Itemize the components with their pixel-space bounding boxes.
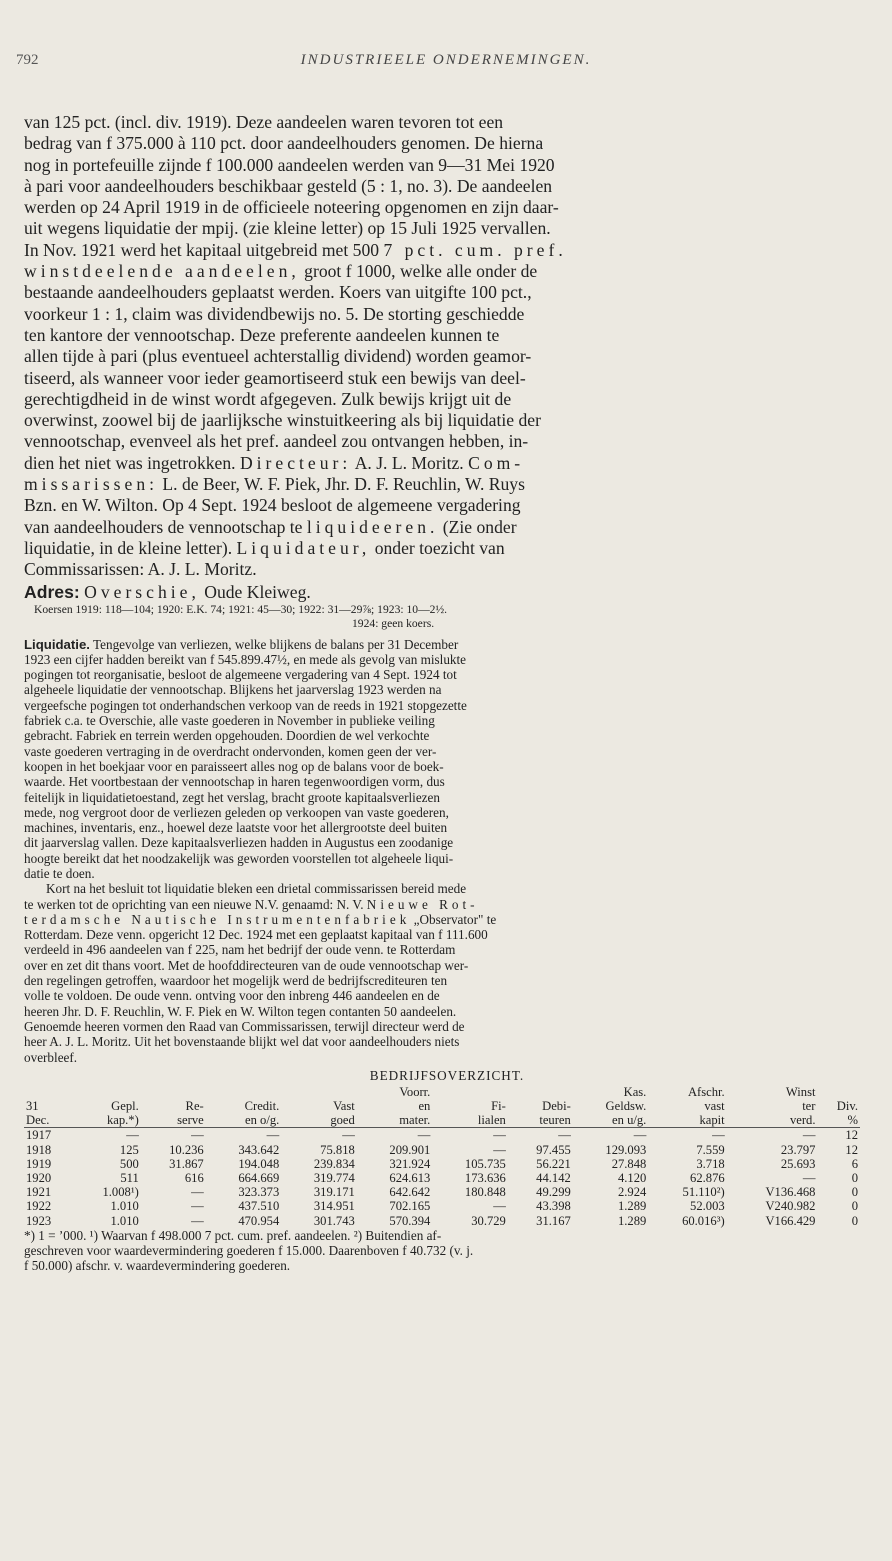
spaced-text: Nieuwe Rot-: [366, 896, 479, 912]
text-line: [24, 1004, 870, 1019]
table-cell: 1.289: [617, 1213, 647, 1228]
header-cell: mater.: [357, 1113, 433, 1128]
header-cell: [508, 1085, 573, 1099]
header-cell: [141, 1085, 206, 1099]
table-cell: 1.010: [110, 1213, 139, 1228]
header-cell: en o/g.: [206, 1113, 282, 1128]
table-row: [24, 1143, 860, 1157]
table-cell: 23.797: [780, 1142, 816, 1157]
text-run: gerechtigdheid in de winst wordt afgegeven. Zulk bewijs krijgt uit de: [24, 388, 512, 409]
text-run: te werken tot de oprichting van een nieuwe N.V. genaamd: N. V.: [24, 896, 367, 912]
text-line: [24, 774, 870, 789]
table-cell: —: [191, 1128, 204, 1143]
table-cell: 1.289: [617, 1199, 647, 1214]
table-header: [24, 1085, 860, 1128]
table-cell: —: [802, 1128, 816, 1143]
table-cell: 7.559: [696, 1142, 725, 1157]
text-run: Rotterdam. Deze venn. opgericht 12 Dec. 1924 met een geplaatst kapitaal van f 111.600: [24, 927, 488, 943]
table-cell: 319.774: [313, 1171, 355, 1186]
text-line: [24, 389, 870, 410]
text-line: [24, 835, 870, 850]
text-run: over en zet dit thans voort. Met de hoofddirecteuren van de oude vennootschap wer-: [24, 957, 469, 973]
text-line: [24, 474, 870, 495]
text-line: [24, 176, 870, 197]
table-cell: 323.373: [238, 1185, 280, 1200]
table-cell: 321.924: [389, 1156, 431, 1171]
text-line: [24, 155, 870, 176]
text-run: bestaande aandeelhouders geplaatst werden. Koers van uitgifte 100 pct.,: [24, 282, 532, 303]
text-line: [24, 368, 870, 389]
text-line: [24, 927, 870, 942]
table-cell: 470.954: [238, 1213, 280, 1228]
text-line: [24, 1050, 870, 1065]
spaced-text: Liquidateur,: [236, 537, 371, 558]
table-cell: 31.867: [169, 1156, 204, 1171]
text-run: vergeefsche pogingen tot onderhandschen verkoop van de reeds in 1921 stopgezette: [24, 697, 467, 713]
header-cell: kapit: [648, 1113, 726, 1128]
table-row: [24, 1128, 860, 1143]
spaced-text: Directeur:: [239, 452, 352, 473]
table-row: [24, 1199, 860, 1213]
header-cell: Voorr.: [399, 1084, 431, 1099]
text-run: In Nov. 1921 werd het kapitaal uitgebreid met 500: [24, 239, 384, 260]
text-run: heeren Jhr. D. F. Reuchlin, W. F. Piek en W. Wilton tegen contanten 50 aandeelen.: [24, 1003, 457, 1019]
table-header-row: [24, 1085, 860, 1099]
table-header-row: [24, 1113, 860, 1128]
text-line: [24, 538, 870, 559]
text-line: [24, 866, 870, 881]
table-row: [24, 1157, 860, 1171]
header-cell: [432, 1085, 508, 1099]
header-cell: lialen: [432, 1113, 508, 1128]
text-run: heer A. J. L. Moritz. Uit het bovenstaande blijkt wel dat voor aandeelhouders niets: [24, 1034, 460, 1050]
text-line: [24, 881, 870, 896]
table-cell: —: [802, 1171, 816, 1186]
text-line: [24, 1019, 870, 1034]
table-cell: 239.834: [313, 1156, 355, 1171]
text-line: [24, 261, 870, 282]
table-cell: 1.010: [110, 1199, 139, 1214]
text-run: ten kantore der vennootschap. Deze preferente aandeelen kunnen te: [24, 324, 500, 345]
footnote-line: geschreven voor waardevermindering goederen f 15.000. Daarenboven f 40.732 (v. j.: [24, 1243, 474, 1259]
text-line: [24, 346, 870, 367]
table-cell: —: [266, 1128, 280, 1143]
text-run: tiseerd, als wanneer voor ieder geamortiseerd stuk een bewijs van deel-: [24, 367, 526, 388]
text-run: machines, inventaris, enz., hoewel deze laatste voor het allergrootste deel buiten: [24, 820, 448, 836]
header-cell: Gepl.: [111, 1099, 139, 1114]
table-cell: 1921: [26, 1185, 52, 1200]
text-run: bedrag van f 375.000 à 110 pct. door aandeelhouders genomen. De hierna: [24, 133, 544, 154]
header-cell: goed: [281, 1113, 357, 1128]
text-run: datie te doen.: [24, 865, 95, 881]
table-cell: 209.901: [389, 1142, 431, 1157]
text-line: [24, 897, 870, 912]
text-run: overwinst, zoowel bij de jaarlijksche winstuitkeering als bij liquidatie der: [24, 410, 541, 431]
table-cell: 343.642: [238, 1142, 280, 1157]
text-line: [24, 682, 870, 697]
text-line: [24, 820, 870, 835]
table-cell: 570.394: [389, 1213, 431, 1228]
table-cell: 125: [119, 1142, 139, 1157]
table-cell: 1917: [26, 1128, 52, 1143]
table-cell: 52.003: [690, 1199, 725, 1214]
text-run: onder toezicht van: [370, 537, 505, 558]
header-cell: Credit.: [244, 1099, 280, 1114]
table-cell: 511: [120, 1171, 139, 1186]
header-cell: Vast: [333, 1099, 355, 1114]
running-title: INDUSTRIEELE ONDERNEMINGEN.: [300, 52, 592, 68]
table-cell: 173.636: [464, 1171, 506, 1186]
text-run: feitelijk in liquidatietoestand, zegt het verslag, bracht groote kapitaalsverliezen: [24, 789, 440, 805]
header-cell: Kas.: [623, 1084, 647, 1099]
table-header-row: [24, 1099, 860, 1113]
text-line: [24, 652, 870, 667]
footnotes: [24, 1228, 870, 1274]
text-line: [24, 698, 870, 713]
header-cell: Re-: [185, 1099, 204, 1114]
header-cell: verd.: [727, 1113, 818, 1128]
table-cell: 702.165: [389, 1199, 431, 1214]
text-run: L. de Beer, W. F. Piek, Jhr. D. F. Reuchlin, W. Ruys: [158, 474, 525, 495]
footnote-line: f 50.000) afschr. v. waardevermindering goederen.: [24, 1258, 291, 1274]
text-run: van 125 pct. (incl. div. 1919). Deze aandeelen waren tevoren tot een: [24, 112, 504, 132]
header-cell: en u/g.: [573, 1113, 649, 1128]
text-run: den regelingen getroffen, waardoor het mogelijk werd de bedrijfscrediteuren ten: [24, 973, 448, 989]
text-line: [24, 495, 870, 516]
text-line: [24, 218, 870, 239]
text-run: Commissarissen: A. J. L. Moritz.: [24, 559, 257, 580]
text-run: Bzn. en W. Wilton. Op 4 Sept. 1924 besloot de algemeene vergadering: [24, 495, 521, 516]
paragraph-observator: [24, 881, 870, 1065]
text-line: [24, 973, 870, 988]
table-row: [24, 1185, 860, 1199]
header-cell: Div.: [836, 1099, 858, 1114]
address-city: Overschie,: [84, 581, 200, 602]
text-line: [24, 728, 870, 743]
text-run: 1923 een cijfer hadden bereikt van f 545.899.47½, en mede als gevolg van mislukte: [24, 651, 467, 667]
text-line: [24, 1034, 870, 1049]
text-run: nog in portefeuille zijnde f 100.000 aandeelen werden van 9—31 Mei 1920: [24, 154, 555, 175]
header-cell: Geldsw.: [605, 1099, 647, 1114]
table-cell: —: [558, 1128, 571, 1143]
header-cell: Winst: [785, 1084, 816, 1099]
spaced-text: liquideeren.: [306, 516, 439, 537]
text-line: [24, 988, 870, 1003]
text-line: [24, 559, 870, 580]
table-cell: 129.093: [605, 1142, 647, 1157]
table-cell: 624.613: [389, 1171, 431, 1186]
header-cell: serve: [141, 1113, 206, 1128]
text-run: uit wegens liquidatie der mpij. (zie kleine letter) op 15 Juli 1925 vervallen.: [24, 218, 551, 239]
table-cell: —: [417, 1128, 431, 1143]
text-run: dien het niet was ingetrokken.: [24, 452, 240, 473]
table-cell: 10.236: [169, 1142, 204, 1157]
header-cell: [206, 1085, 282, 1099]
address-label: Adres:: [24, 581, 80, 602]
text-line: [24, 431, 870, 452]
table-cell: 12: [845, 1128, 858, 1143]
address-street: Oude Kleiweg.: [199, 581, 311, 602]
text-line: [24, 240, 870, 261]
text-run: voorkeur 1 : 1, claim was dividendbewijs no. 5. De storting geschiedde: [24, 303, 525, 324]
text-run: groot f 1000, welke alle onder de: [299, 261, 538, 282]
table-body: [24, 1128, 860, 1228]
table-cell: V240.982: [765, 1199, 816, 1214]
table-cell: —: [191, 1199, 204, 1214]
text-run: (Zie onder: [438, 516, 517, 537]
table-cell: V136.468: [765, 1185, 816, 1200]
text-run: volle te voldoen. De oude venn. ontving voor den inbreng 446 aandeelen en de: [24, 988, 440, 1004]
footnote-line: *) 1 = ’000. ¹) Waarvan f 498.000 7 pct. cum. pref. aandeelen. ²) Buitendien af-: [24, 1227, 442, 1243]
text-line: [24, 667, 870, 682]
page-header: [0, 52, 892, 76]
table-cell: 301.743: [313, 1213, 355, 1228]
table-cell: —: [126, 1128, 139, 1143]
text-run: Kort na het besluit tot liquidatie bleken een drietal commissarissen bereid mede: [46, 881, 467, 897]
table-cell: 314.951: [313, 1199, 355, 1214]
header-cell: teuren: [508, 1113, 573, 1128]
text-run: mede, nog vergroot door de verliezen geleden op verkoopen van vaste goederen,: [24, 804, 449, 820]
table-cell: —: [493, 1142, 506, 1157]
table-title: BEDRIJFSOVERZICHT.: [369, 1067, 525, 1083]
header-cell: ter: [802, 1099, 816, 1114]
text-run: fabriek c.a. te Overschie, alle vaste goederen in November in publieke veiling: [24, 713, 435, 729]
table-cell: 0: [851, 1185, 858, 1200]
page-number: 792: [16, 52, 39, 68]
table-cell: 664.669: [238, 1171, 280, 1186]
text-run: à pari voor aandeelhouders beschikbaar gesteld (5 : 1, no. 3). De aandeelen: [24, 175, 553, 196]
table-cell: 0: [851, 1213, 858, 1228]
header-cell: Debi-: [542, 1099, 571, 1114]
text-run: waarde. Het voortbestaan der vennootschap in haren tegenwoordigen vorm, dus: [24, 774, 445, 790]
table-cell: 0: [851, 1199, 858, 1214]
table-cell: 1920: [26, 1171, 52, 1186]
text-line: [24, 637, 870, 652]
table-cell: 27.848: [611, 1156, 647, 1171]
table-cell: 60.016³): [682, 1213, 725, 1228]
koersen-line-2: 1924: geen koers.: [352, 616, 435, 630]
table-cell: 1.008¹): [102, 1185, 139, 1200]
table-cell: 31.167: [536, 1213, 571, 1228]
text-line: [24, 759, 870, 774]
text-run: Tengevolge van verliezen, welke blijkens de balans per 31 December: [89, 636, 459, 652]
text-line: [24, 112, 870, 133]
header-cell: en: [418, 1099, 431, 1114]
table-cell: —: [633, 1128, 647, 1143]
text-run: A. J. L. Moritz.: [351, 452, 469, 473]
table-cell: —: [191, 1185, 204, 1200]
header-cell: vast: [704, 1099, 725, 1114]
paragraph-liquidatie: [24, 637, 870, 882]
table-cell: —: [493, 1199, 506, 1214]
table-cell: 180.848: [464, 1185, 506, 1200]
header-cell: Afschr.: [687, 1084, 725, 1099]
spaced-text: Com-: [468, 452, 525, 473]
text-line: [24, 942, 870, 957]
text-line: [24, 958, 870, 973]
text-line: [24, 790, 870, 805]
table-cell: 30.729: [471, 1213, 506, 1228]
text-line: [24, 133, 870, 154]
table-row: [24, 1214, 860, 1228]
koersen-line-1: Koersen 1919: 118—104; 1920: E.K. 74; 1921: 45—30; 1922: 31—29⅞; 1923: 10—2½.: [34, 602, 448, 616]
text-line: [24, 410, 870, 431]
table-cell: —: [342, 1128, 355, 1143]
liquidatie-label: Liquidatie.: [24, 636, 90, 652]
header-cell: Fi-: [491, 1099, 506, 1114]
header-cell: [817, 1085, 860, 1099]
text-line: [24, 744, 870, 759]
table-cell: 319.171: [313, 1185, 355, 1200]
text-run: gebracht. Fabriek en terrein werden opgehouden. Doordien de wel verkochte: [24, 728, 430, 744]
table-cell: 56.221: [536, 1156, 571, 1171]
table-cell: 4.120: [617, 1171, 647, 1186]
text-line: [24, 197, 870, 218]
table-cell: 1918: [26, 1142, 52, 1157]
text-run: algeheele liquidatie der vennootschap. Blijkens het jaarverslag 1923 werden na: [24, 682, 442, 698]
text-line: [24, 325, 870, 346]
text-run: dit jaarverslag vallen. Deze kapitaalsverliezen hadden in Augustus een zoodanige: [24, 835, 454, 851]
text-run: allen tijde à pari (plus eventueel achterstallig dividend) worden geamor-: [24, 346, 532, 367]
table-cell: 1919: [26, 1156, 52, 1171]
table-cell: 642.642: [389, 1185, 431, 1200]
paragraph-main: [24, 112, 870, 581]
table-cell: —: [191, 1213, 204, 1228]
text-run: koopen in het boekjaar voor en paraisseert alles nog op de balans voor de boek-: [24, 758, 444, 774]
text-run: pogingen tot reorganisatie, besloot de algemeene vergadering van 4 Sept. 1924 tot: [24, 667, 457, 683]
table-cell: 616: [184, 1171, 204, 1186]
text-run: van aandeelhouders de vennootschap te: [24, 516, 307, 537]
header-cell: [24, 1085, 73, 1099]
table-cell: 44.142: [536, 1171, 571, 1186]
table-cell: 43.398: [536, 1199, 571, 1214]
table-cell: 3.718: [696, 1156, 725, 1171]
text-run: hoogte bereikt dat het noodzakelijk was geworden voorstellen tot algeheele liqui-: [24, 850, 454, 866]
table-cell: 105.735: [464, 1156, 506, 1171]
text-line: [24, 805, 870, 820]
spaced-text: terdamsche Nautische Instrumentenfabriek: [24, 911, 411, 927]
header-cell: [73, 1085, 141, 1099]
header-cell: %: [817, 1113, 860, 1128]
text-line: [24, 912, 870, 927]
text-line: [24, 282, 870, 303]
table-cell: 437.510: [238, 1199, 280, 1214]
table-cell: 75.818: [320, 1142, 355, 1157]
header-cell: [281, 1085, 357, 1099]
table-row: [24, 1171, 860, 1185]
spaced-text: missarissen:: [24, 474, 159, 495]
text-run: vaste goederen vertraging in de overdracht ondervonden, komen geen der ver-: [24, 743, 437, 759]
text-line: [24, 713, 870, 728]
table-cell: 25.693: [780, 1156, 816, 1171]
table-cell: —: [493, 1128, 506, 1143]
table-cell: 12: [845, 1142, 858, 1157]
table-cell: 49.299: [536, 1185, 571, 1200]
text-run: liquidatie, in de kleine letter).: [24, 537, 237, 558]
table-cell: 0: [851, 1171, 858, 1186]
text-line: [24, 304, 870, 325]
table-cell: 97.455: [536, 1142, 571, 1157]
text-run: Genoemde heeren vormen den Raad van Commissarissen, terwijl directeur werd de: [24, 1018, 465, 1034]
table-cell: 1923: [26, 1213, 52, 1228]
text-run: „Observator" te: [410, 911, 497, 927]
table-cell: 2.924: [617, 1185, 647, 1200]
spaced-text: 7 pct. cum. pref.: [383, 239, 567, 260]
table-cell: 1922: [26, 1199, 52, 1214]
text-run: vennootschap, evenveel als het pref. aandeel zou ontvangen hebben, in-: [24, 431, 529, 452]
text-run: verdeeld in 496 aandeelen van f 225, nam het bedrijf der oude venn. te Rotterdam: [24, 942, 456, 958]
table-cell: 62.876: [690, 1171, 725, 1186]
table-cell: 51.110²): [682, 1185, 725, 1200]
address-line: [24, 581, 870, 603]
text-line: [24, 453, 870, 474]
table-cell: —: [712, 1128, 725, 1143]
table-cell: V166.429: [765, 1213, 816, 1228]
header-cell: 31: [26, 1099, 39, 1114]
text-run: werden op 24 April 1919 in de officieele noteering opgenomen en zijn daar-: [24, 197, 559, 218]
text-line: [24, 517, 870, 538]
header-cell: kap.*): [73, 1113, 141, 1128]
table-cell: 6: [851, 1156, 858, 1171]
page-body: [24, 112, 870, 1274]
header-cell: Dec.: [24, 1113, 73, 1128]
table-cell: 500: [119, 1156, 139, 1171]
table-cell: 194.048: [238, 1156, 280, 1171]
text-run: overbleef.: [24, 1049, 78, 1065]
bedrijfsoverzicht-table: [24, 1085, 860, 1228]
spaced-text: winstdeelende aandeelen,: [24, 261, 300, 282]
text-line: [24, 851, 870, 866]
